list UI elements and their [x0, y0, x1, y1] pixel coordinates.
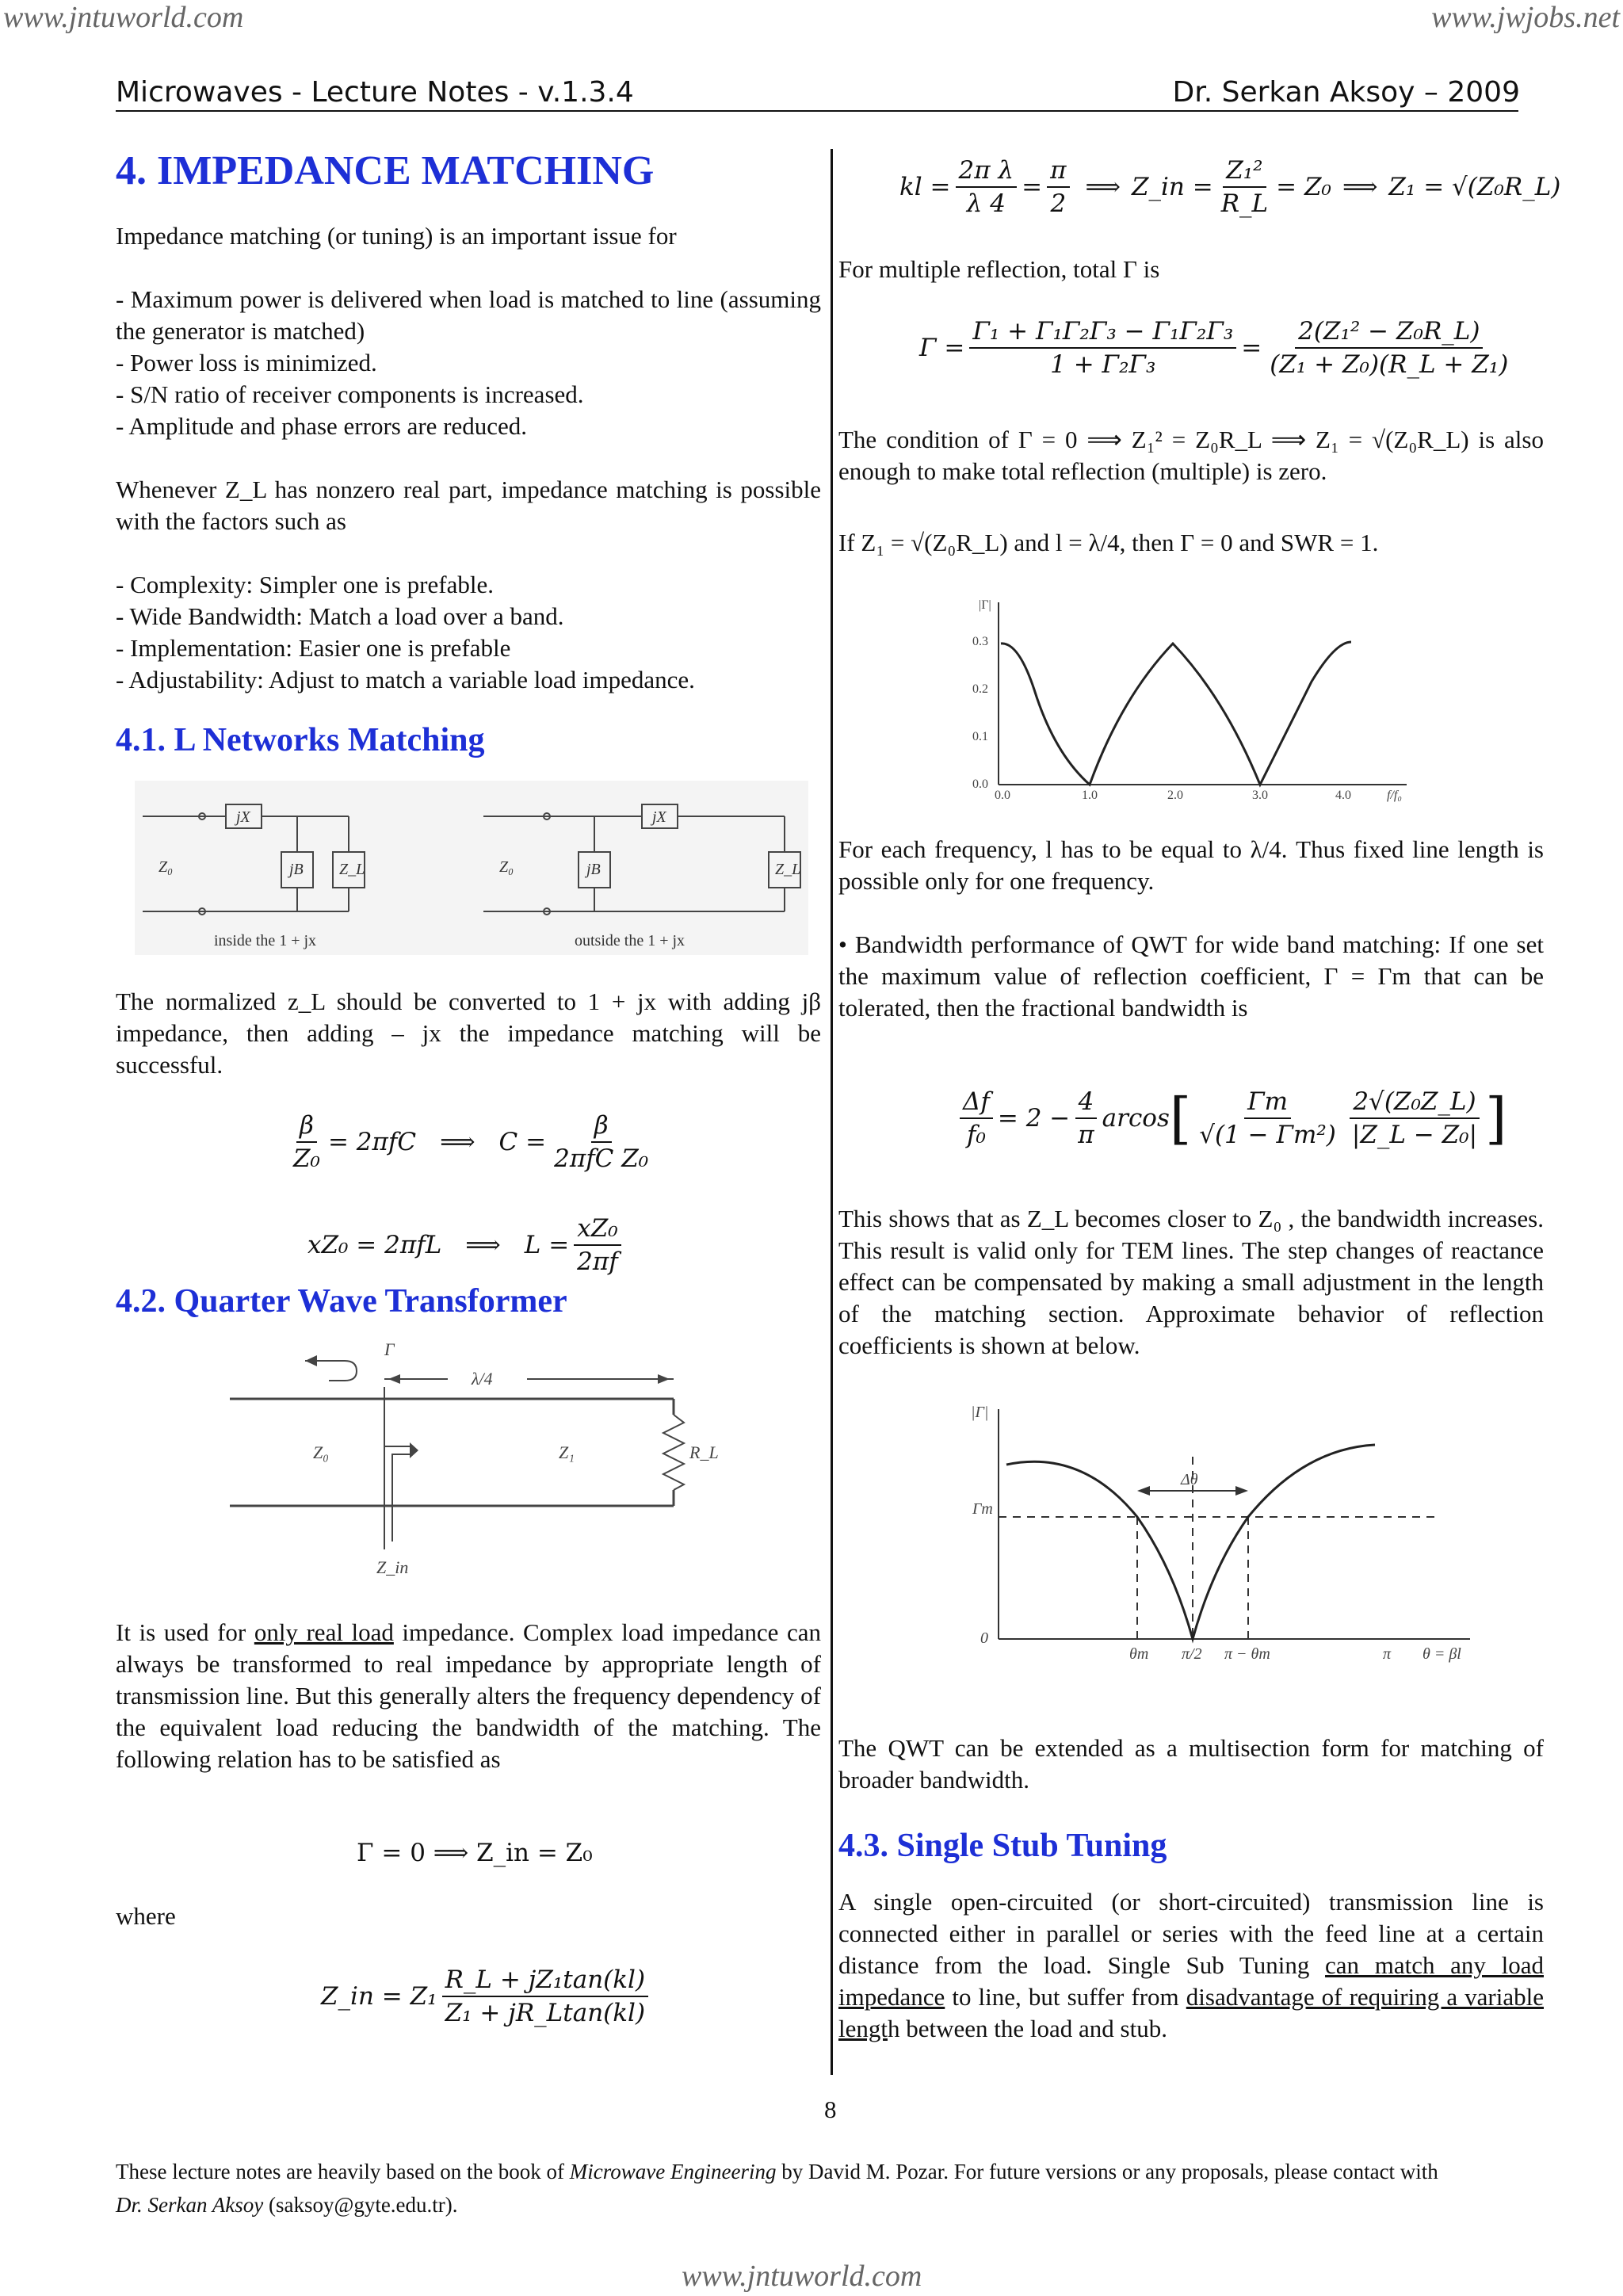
eq-den: 2πf — [577, 1247, 618, 1276]
eq-lhs: Z_in = Z₁ — [321, 1982, 437, 2011]
qwt-text — [116, 1617, 821, 1775]
footer-line-1 — [116, 2160, 1542, 2184]
gamma-label: Γ — [384, 1339, 395, 1359]
bullet-item: - Power loss is minimized. — [116, 349, 377, 376]
page-number: 8 — [824, 2095, 837, 2123]
stub-text-part: A single open-circuited (or short-circuited) transmission line is connected either in parallel or series with the feed line at a certain distance from the load. Single Sub Tuning — [838, 1888, 1544, 1979]
pi-label: π — [1383, 1645, 1392, 1663]
footer-text: by David M. Pozar. For future versions or any proposals, please contact with — [776, 2160, 1438, 2183]
eq-zin — [321, 1964, 653, 2029]
qwt-extended-text: The QWT can be extended as a multisection form for matching of broader bandwidth. — [838, 1734, 1544, 1794]
eq-part: = — [1022, 173, 1043, 201]
eq-den: π — [1078, 1121, 1094, 1149]
l-network-text: The normalized z_L should be converted to 1 + jx with adding jβ impedance, then adding – jx the impedance matching will be successful. — [116, 988, 821, 1079]
eq-num: R_L + jZ₁tan(kl) — [442, 1964, 648, 1997]
footer-line-2 — [116, 2193, 458, 2218]
eq-den: R_L — [1220, 189, 1269, 218]
eq-num: Z₁² — [1223, 155, 1266, 188]
eq-gamma-zero: Γ = 0 ⟹ Z_in = Z₀ — [357, 1839, 593, 1867]
eq-num: 2(Z₁² − Z₀R_L) — [1295, 315, 1483, 349]
eq-mid: = 2πfC — [327, 1128, 417, 1156]
watermark-bottom: www.jntuworld.com — [682, 2260, 922, 2293]
eq-part: arcos — [1102, 1104, 1170, 1133]
watermark-top-right: www.jwjobs.net — [1431, 1, 1620, 34]
delta-theta-label: Δθ — [1181, 1471, 1198, 1488]
theta-m-label: θm — [1129, 1645, 1149, 1663]
ytick: 0.2 — [972, 682, 988, 696]
l-network-figure — [135, 781, 808, 955]
eq-total-gamma — [919, 315, 1516, 380]
eq-den: Z₀ — [293, 1144, 320, 1173]
lambda-label: λ/4 — [472, 1369, 493, 1389]
factor-item: - Complexity: Simpler one is prefable. — [116, 571, 494, 598]
eq-bandwidth: $\frac{\Delta f}{\text{f₀}}$ = 2 − $\frac{4}{\pi}$ arcos [ $\frac{\Gamma m}{\text{√(1 − Γm²)}}$ $\frac{\text{2√(Z₀Z\_L)}}{\text{|Z\_L − Z₀|}}$ ] — [955, 1086, 1507, 1151]
jx-label: jX — [652, 808, 666, 826]
plot1-xlabel: f/f₀ — [1387, 789, 1402, 802]
eq-den: (Z₁ + Z₀)(R_L + Z₁) — [1270, 350, 1509, 379]
eq-num: β — [591, 1110, 612, 1143]
shows-text: This shows that as Z_L becomes closer to Z₀ , the bandwidth increases. This result is valid only for TEM lines. The step changes of reactance effect can be compensated by making a small adjustment in the length of the matching section. Approximate behavior of reflection coefficients is shown at below. — [838, 1205, 1544, 1359]
bandwidth-plot — [963, 1401, 1486, 1671]
bandwidth-text: • Bandwidth performance of QWT for wide band matching: If one set the maximum value of reflection coefficient, Γ = Γm that can be tolerated, then the fractional bandwidth is — [838, 930, 1544, 1022]
eq-arrow: ⟹ — [440, 1128, 475, 1156]
eq-arrow: ⟹ — [1342, 173, 1378, 201]
zero-label: 0 — [980, 1629, 988, 1647]
multiple-reflection-text: For multiple reflection, total Γ is — [838, 255, 1160, 283]
column-divider — [831, 149, 833, 2075]
eq-den: λ 4 — [966, 189, 1006, 218]
stub-text-part: h between the load and stub. — [888, 2015, 1167, 2042]
eq-num: Γm — [1244, 1086, 1291, 1119]
eq-arrow: ⟹ — [465, 1231, 501, 1259]
plot2-ylabel: |Γ| — [971, 1404, 989, 1421]
eq-kl — [899, 155, 1560, 220]
plot1-ylabel: |Γ| — [979, 598, 991, 612]
pi-half-label: π/2 — [1182, 1645, 1202, 1663]
footer-author: Dr. Serkan Aksoy — [116, 2193, 264, 2217]
eq-part: Γ = — [919, 334, 965, 362]
xtick: 0.0 — [995, 789, 1010, 802]
eq-den: |Z_L − Z₀| — [1351, 1121, 1478, 1149]
rl-label: R_L — [689, 1442, 719, 1462]
eq-den: 2πfC Z₀ — [554, 1144, 649, 1173]
eq-num: 4 — [1075, 1086, 1098, 1119]
inside-caption: inside the 1 + jx — [214, 932, 317, 949]
eq-num: β — [296, 1110, 317, 1143]
eq-arrow: ⟹ — [1085, 173, 1121, 201]
section-4-3-title: 4.3. Single Stub Tuning — [838, 1828, 1167, 1864]
eq-capacitance — [285, 1110, 656, 1175]
eq-inductance — [307, 1213, 626, 1278]
eq-den: Z₁ + jR_Ltan(kl) — [445, 1999, 646, 2027]
xtick: 2.0 — [1167, 789, 1183, 802]
jx-label: jX — [236, 808, 250, 826]
stub-text-underlined: disadvantage of requiring a variable lengt — [838, 1983, 1544, 2042]
frequency-text: For each frequency, l has to be equal to λ/4. Thus fixed line length is possible only for one frequency. — [838, 835, 1544, 895]
eq-part: Z_in = — [1131, 173, 1213, 201]
intro-text: Impedance matching (or tuning) is an important issue for — [116, 222, 677, 250]
gamma-m-label: Γm — [972, 1500, 993, 1518]
bullet-item: - Maximum power is delivered when load is matched to line (assuming the generator is matched) — [116, 285, 821, 345]
where-text: where — [116, 1902, 176, 1930]
reflection-curve — [1001, 642, 1351, 785]
ytick: 0.3 — [972, 635, 988, 648]
whenever-text: Whenever Z_L has nonzero real part, impedance matching is possible with the factors such as — [116, 476, 821, 535]
xtick: 4.0 — [1335, 789, 1351, 802]
qwt-text-part: It is used for — [116, 1618, 254, 1646]
factor-item: - Implementation: Easier one is prefable — [116, 634, 511, 662]
eq-lhs: xZ₀ = 2πfL — [307, 1231, 442, 1259]
section-4-title: 4. IMPEDANCE MATCHING — [116, 148, 655, 193]
condition-text: The condition of Γ = 0 ⟹ Z₁² = Z₀R_L ⟹ Z₁ = √(Z₀R_L) is also enough to make total reflection (multiple) is zero. — [838, 426, 1544, 485]
bullet-item: - S/N ratio of receiver components is increased. — [116, 380, 584, 408]
eq-den: √(1 − Γm²) — [1199, 1121, 1336, 1149]
qwt-text-underlined: only real load — [254, 1618, 394, 1646]
eq-num: xZ₀ — [574, 1213, 621, 1246]
z0-label: Z₀ — [158, 858, 174, 876]
qwt-text-part: impedance. Complex load impedance can always be transformed to real impedance by appropriate length of transmission line. But this generally alters the frequency dependency of the equivalent load reducing the bandwidth of the matching. The following relation has to be satisfied as — [116, 1618, 821, 1773]
zl-label: Z_L — [339, 861, 365, 878]
factor-item: - Adjustability: Adjust to match a variable load impedance. — [116, 666, 695, 693]
zl-label: Z_L — [775, 861, 801, 878]
reflection-vs-frequency-plot — [963, 594, 1438, 808]
bandwidth-bullet: Bandwidth performance of QWT for wide band matching: If one set the maximum value of reflection coefficient, Γ = Γm that can be tolerated, then the fractional bandwidth is — [838, 930, 1544, 1022]
xtick: 1.0 — [1082, 789, 1098, 802]
qwt-figure — [226, 1339, 733, 1593]
jb-label: jB — [289, 861, 304, 878]
factor-item: - Wide Bandwidth: Match a load over a band. — [116, 602, 564, 630]
eq-part: = 2 − — [997, 1104, 1071, 1133]
header-rule — [116, 110, 1518, 112]
header-right: Dr. Serkan Aksoy – 2009 — [1172, 76, 1520, 109]
zin-label: Z_in — [376, 1557, 409, 1577]
z0-label: Z₀ — [313, 1442, 329, 1462]
eq-num: 2√(Z₀Z_L) — [1350, 1086, 1479, 1119]
z0-label: Z₀ — [499, 858, 514, 876]
eq-num: Γ₁ + Γ₁Γ₂Γ₃ − Γ₁Γ₂Γ₃ — [969, 315, 1236, 349]
eq-num: π — [1047, 155, 1069, 188]
ytick: 0.1 — [972, 730, 988, 743]
footer-book: Microwave Engineering — [569, 2160, 777, 2183]
eq-den: f₀ — [966, 1121, 986, 1149]
eq-part: Z₁ = √(Z₀R_L) — [1388, 173, 1561, 201]
section-4-1-title: 4.1. L Networks Matching — [116, 722, 485, 758]
footer-text: These lecture notes are heavily based on the book of — [116, 2160, 570, 2183]
eq-num: Δf — [960, 1086, 993, 1119]
header-left: Microwaves - Lecture Notes - v.1.3.4 — [116, 76, 634, 109]
eq-num: 2π λ — [956, 155, 1018, 188]
ytick: 0.0 — [972, 777, 988, 791]
watermark-top-left: www.jntuworld.com — [3, 1, 244, 34]
eq-c: C = — [498, 1128, 547, 1156]
outside-caption: outside the 1 + jx — [575, 932, 685, 949]
theta-label: θ = βl — [1423, 1645, 1461, 1663]
jb-label: jB — [586, 861, 601, 878]
eq-den: 2 — [1050, 189, 1067, 218]
eq-part: = — [1241, 334, 1262, 362]
eq-part: = Z₀ — [1276, 173, 1331, 201]
xtick: 3.0 — [1252, 789, 1268, 802]
if-line-text: If Z₁ = √(Z₀R_L) and l = λ/4, then Γ = 0 and SWR = 1. — [838, 529, 1379, 556]
eq-den: 1 + Γ₂Γ₃ — [1050, 350, 1156, 379]
bullet-item: - Amplitude and phase errors are reduced. — [116, 412, 528, 440]
z1-label: Z₁ — [559, 1442, 575, 1462]
pi-minus-theta-label: π − θm — [1224, 1645, 1270, 1663]
footer-email: (saksoy@gyte.edu.tr). — [263, 2193, 458, 2217]
eq-part: kl = — [899, 173, 951, 201]
stub-text-part: to line, but suffer from — [945, 1983, 1186, 2011]
single-stub-text — [838, 1886, 1544, 2045]
stub-text-underlined: can match any load impedance — [838, 1951, 1544, 2011]
eq-l: L = — [524, 1231, 570, 1259]
section-4-2-title: 4.2. Quarter Wave Transformer — [116, 1283, 567, 1320]
section-4-body — [116, 220, 821, 696]
